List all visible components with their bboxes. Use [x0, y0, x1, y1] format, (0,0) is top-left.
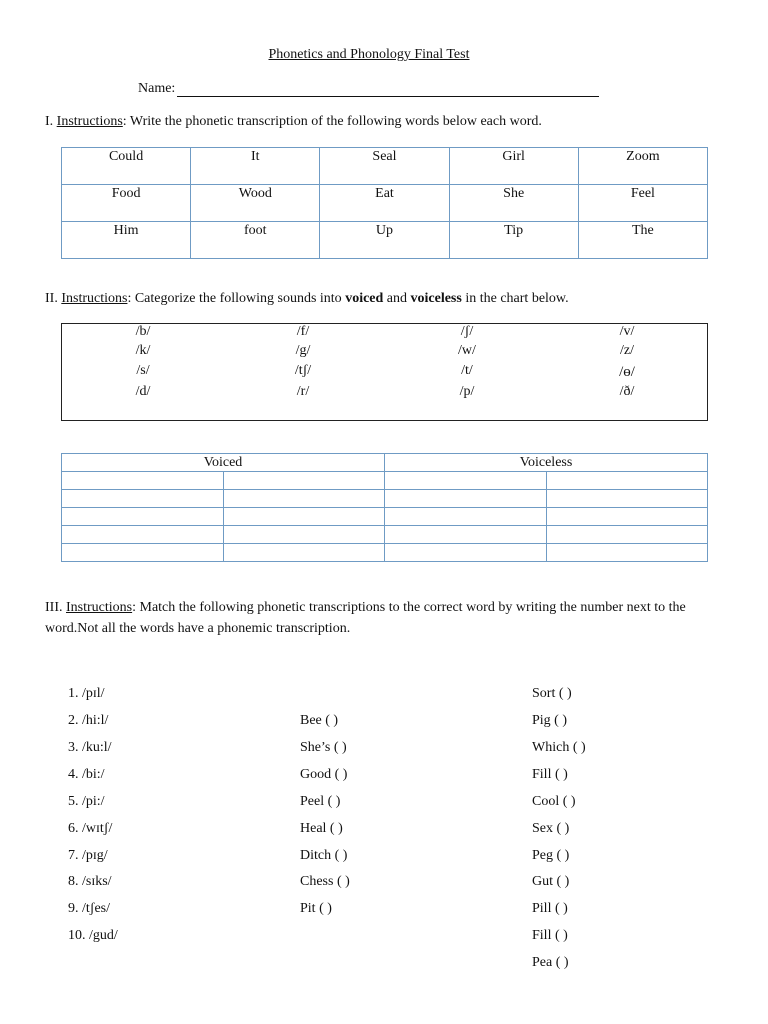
answer-cell[interactable]	[223, 472, 385, 490]
word-cell: Girl	[449, 148, 578, 185]
sound-item: /ɵ/	[619, 364, 635, 380]
word-option[interactable]: Sort ( )	[532, 686, 572, 701]
table-row	[62, 508, 708, 526]
section2-text-c: in the chart below.	[461, 291, 569, 306]
section2-text-b: and	[383, 291, 411, 306]
transcription-item: 2. /hi:l/	[68, 713, 109, 728]
section2-numeral: II.	[45, 291, 58, 306]
sound-item: /z/	[620, 343, 634, 358]
sound-item: /t/	[461, 363, 473, 378]
word-option[interactable]: She’s ( )	[300, 740, 347, 755]
word-cell: Tip	[449, 222, 578, 259]
word-option[interactable]: Pill ( )	[532, 901, 568, 916]
word-cell: Feel	[578, 185, 707, 222]
answer-cell[interactable]	[546, 508, 708, 526]
answer-cell[interactable]	[385, 472, 547, 490]
word-option[interactable]: Ditch ( )	[300, 848, 348, 863]
word-option[interactable]: Heal ( )	[300, 821, 343, 836]
transcription-item: 7. /pɪg/	[68, 848, 108, 863]
transcription-item: 4. /bi:/	[68, 767, 105, 782]
sound-item: /r/	[296, 384, 310, 399]
answer-cell[interactable]	[546, 490, 708, 508]
word-cell: Seal	[320, 148, 449, 185]
word-option[interactable]: Cool ( )	[532, 794, 576, 809]
sound-item: /b/	[135, 324, 151, 339]
sound-item: /v/	[619, 324, 635, 339]
section2-instructions	[45, 291, 569, 307]
word-cell: Wood	[191, 185, 320, 222]
answer-cell[interactable]	[62, 544, 224, 562]
answer-cell[interactable]	[546, 544, 708, 562]
name-line[interactable]	[177, 82, 599, 97]
word-cell: She	[449, 185, 578, 222]
voiceless-header: Voiceless	[385, 454, 708, 472]
word-option[interactable]: Fill ( )	[532, 928, 568, 943]
table-row	[62, 185, 708, 222]
transcription-item: 8. /sɪks/	[68, 874, 112, 889]
word-option[interactable]: Bee ( )	[300, 713, 339, 728]
transcription-item: 6. /wɪtʃ/	[68, 821, 113, 836]
word-option[interactable]: Fill ( )	[532, 767, 568, 782]
table-row	[62, 544, 708, 562]
section2-bold-voiceless: voiceless	[410, 291, 462, 306]
word-option[interactable]: Chess ( )	[300, 874, 350, 889]
sound-item: /tʃ/	[294, 363, 312, 378]
section3-text: : Match the following phonetic transcriptions to the correct word by writing the number next to the word.Not all the words have a phonemic transcription.	[45, 600, 686, 636]
word-option[interactable]: Pig ( )	[532, 713, 567, 728]
answer-cell[interactable]	[62, 490, 224, 508]
table-row	[62, 222, 708, 259]
answer-cell[interactable]	[546, 472, 708, 490]
word-option[interactable]: Pea ( )	[532, 955, 569, 970]
answer-cell[interactable]	[385, 544, 547, 562]
table-row	[62, 472, 708, 490]
word-cell: Could	[62, 148, 191, 185]
word-option[interactable]: Good ( )	[300, 767, 348, 782]
table-row	[62, 454, 708, 472]
sound-item: /p/	[459, 384, 475, 399]
section1-label: Instructions	[56, 114, 123, 129]
answer-cell[interactable]	[546, 526, 708, 544]
word-cell: Zoom	[578, 148, 707, 185]
word-option[interactable]: Pit ( )	[300, 901, 332, 916]
name-label: Name:	[138, 81, 176, 96]
section3-numeral: III.	[45, 600, 63, 615]
word-option[interactable]: Gut ( )	[532, 874, 570, 889]
answer-cell[interactable]	[223, 526, 385, 544]
table-row	[62, 526, 708, 544]
section1-instructions	[45, 114, 542, 130]
answer-cell[interactable]	[385, 490, 547, 508]
section1-numeral: I.	[45, 114, 54, 129]
answer-cell[interactable]	[62, 526, 224, 544]
table-row	[62, 148, 708, 185]
section2-label: Instructions	[61, 291, 128, 306]
word-cell: Him	[62, 222, 191, 259]
voicing-chart	[61, 453, 708, 562]
transcription-item: 5. /pi:/	[68, 794, 105, 809]
section3-label: Instructions	[66, 600, 133, 615]
words-table	[61, 147, 708, 259]
answer-cell[interactable]	[385, 508, 547, 526]
page-title: Phonetics and Phonology Final Test	[268, 47, 470, 62]
section2-bold-voiced: voiced	[345, 291, 384, 306]
answer-cell[interactable]	[223, 490, 385, 508]
word-option[interactable]: Which ( )	[532, 740, 586, 755]
answer-cell[interactable]	[62, 508, 224, 526]
word-cell: foot	[191, 222, 320, 259]
section3-instructions	[45, 597, 725, 639]
word-option[interactable]: Sex ( )	[532, 821, 570, 836]
word-cell: Up	[320, 222, 449, 259]
answer-cell[interactable]	[223, 508, 385, 526]
sound-item: /ð/	[619, 384, 635, 399]
transcription-item: 1. /pɪl/	[68, 686, 105, 701]
name-field[interactable]	[138, 81, 599, 97]
section2-text-a: : Categorize the following sounds into	[127, 291, 346, 306]
word-cell: Eat	[320, 185, 449, 222]
transcription-item: 9. /tʃes/	[68, 901, 110, 916]
transcription-item: 3. /ku:l/	[68, 740, 112, 755]
word-cell: Food	[62, 185, 191, 222]
sound-item: /f/	[296, 324, 310, 339]
answer-cell[interactable]	[62, 472, 224, 490]
transcription-item: 10. /gud/	[68, 928, 118, 943]
sound-item: /k/	[135, 343, 151, 358]
sound-item: /ʃ/	[460, 324, 474, 339]
word-option[interactable]: Peg ( )	[532, 848, 570, 863]
sound-item: /w/	[458, 343, 476, 358]
word-cell: It	[191, 148, 320, 185]
word-option[interactable]: Peel ( )	[300, 794, 341, 809]
answer-cell[interactable]	[385, 526, 547, 544]
answer-cell[interactable]	[223, 544, 385, 562]
voiced-header: Voiced	[62, 454, 385, 472]
sound-item: /g/	[295, 343, 311, 358]
sound-item: /d/	[135, 384, 151, 399]
section1-text: : Write the phonetic transcription of the following words below each word.	[122, 114, 542, 129]
table-row	[62, 490, 708, 508]
word-cell: The	[578, 222, 707, 259]
sound-item: /s/	[136, 363, 150, 378]
